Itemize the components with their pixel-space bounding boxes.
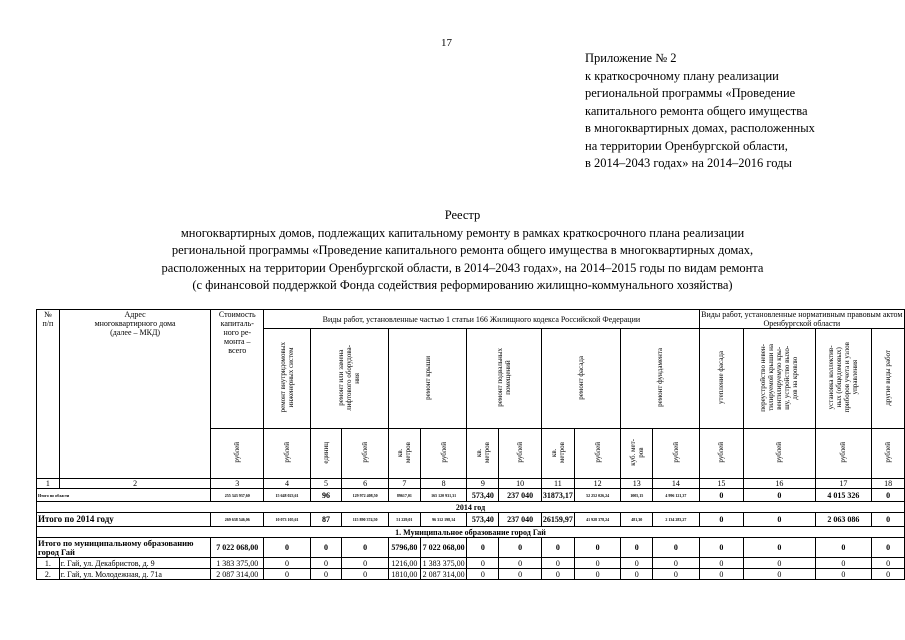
row-cell: 0 [744, 558, 816, 569]
header-num: № п/п [37, 310, 60, 479]
col-number: 3 [211, 479, 264, 489]
header-col-engineering: ремонт внутридомовых инженерных систем [264, 329, 311, 429]
total-cell: 129 972 408,50 [342, 489, 388, 502]
total-cell: 0 [574, 538, 620, 558]
total-cell: 0 [541, 538, 574, 558]
col-number: 9 [467, 479, 499, 489]
unit-cell: рублей [574, 429, 620, 479]
row-cell: 1 383 375,00 [420, 558, 467, 569]
total-cell: 0 [467, 538, 499, 558]
total-cell: 481,30 [621, 513, 653, 527]
total-cell: 0 [744, 513, 816, 527]
col-number: 14 [653, 479, 699, 489]
header-col-elevator: ремонт или замена лифтового оборудова- ния [310, 329, 388, 429]
total-2014-row [37, 513, 905, 527]
col-number: 8 [420, 479, 467, 489]
col-number: 7 [388, 479, 420, 489]
header-col-meters: установка коллектив- ных (общедомовых) приборов учета и узлов управления [815, 329, 872, 429]
total-cell: 0 [815, 538, 872, 558]
total-cell: 0 [744, 489, 816, 502]
row-cell: 0 [264, 569, 311, 580]
total-cell: 115 890 374,50 [342, 513, 388, 527]
title-line: (с финансовой поддержкой Фонда содействия реформированию жилищно-коммунального хозяйства) [192, 278, 733, 292]
row-cell: 0 [744, 569, 816, 580]
total-cell: 4 996 121,37 [653, 489, 699, 502]
total-cell: 573,40 [467, 489, 499, 502]
unit-cell: кв. метров [388, 429, 420, 479]
total-cell: 15 648 023,61 [264, 489, 311, 502]
table-row [37, 569, 905, 580]
col-number: 13 [621, 479, 653, 489]
section-label: 1. Муниципальное образование город Гай [37, 527, 905, 538]
header-address: Адрес многоквартирного дома (далее – МКД) [59, 310, 211, 479]
row-cell: 0 [699, 558, 743, 569]
unit-cell: куб. мет- ров [621, 429, 653, 479]
row-cell: 0 [310, 569, 342, 580]
row-cell: 0 [264, 558, 311, 569]
total-cell: 0 [872, 538, 905, 558]
unit-cell: рублей [342, 429, 388, 479]
total-cell: 87 [310, 513, 342, 527]
total-cell: 573,40 [467, 513, 499, 527]
total-cell: 51 229,01 [388, 513, 420, 527]
row-cell: 0 [310, 558, 342, 569]
total-cell: 4 015 326 [815, 489, 872, 502]
total-cell: 237 040 [499, 489, 542, 502]
row-cell: 0 [342, 558, 388, 569]
total-cell: 255 343 937,60 [211, 489, 264, 502]
col-number: 16 [744, 479, 816, 489]
header-group-regional: Виды работ, установленные нормативным правовым актом Оренбургской области [699, 310, 904, 329]
total-cell: 7 022 068,00 [211, 538, 264, 558]
total-cell: 31873,17 [542, 490, 573, 500]
row-cell: 0 [541, 558, 574, 569]
table-row [37, 558, 905, 569]
unit-cell: рублей [420, 429, 467, 479]
title-line: расположенных на территории Оренбургской области, в 2014–2043 годах», на 2014–2015 годы по видам ремонта [161, 260, 764, 275]
row-cell: 0 [342, 569, 388, 580]
total-gai-row [37, 538, 905, 558]
total-cell: 0 [264, 538, 311, 558]
total-cell: 269 638 546,06 [211, 513, 264, 527]
total-cell: 0 [699, 489, 743, 502]
total-cell: 1005,15 [621, 489, 653, 502]
col-number: 4 [264, 479, 311, 489]
row-cell: 0 [574, 558, 620, 569]
total-cell: 10 073 105,61 [264, 513, 311, 527]
page-number: 17 [441, 37, 452, 49]
row-cell: 0 [621, 558, 653, 569]
unit-cell: кв. метров [541, 429, 574, 479]
appendix-line: к краткосрочному плану реализации [585, 68, 779, 83]
total-region-label: Итого по области [37, 489, 211, 502]
col-number: 2 [59, 479, 211, 489]
row-cell: 0 [872, 558, 905, 569]
total-cell: 0 [744, 538, 816, 558]
total-cell: 0 [342, 538, 388, 558]
row-cell: 0 [621, 569, 653, 580]
header-col-facade-insulation: утепление фасада [699, 329, 743, 429]
total-cell: 0 [499, 538, 542, 558]
section-row [37, 527, 905, 538]
col-number: 17 [815, 479, 872, 489]
row-cell: 0 [815, 558, 872, 569]
header-col-foundation: ремонт фундамента [621, 329, 699, 429]
title-line: региональной программы «Проведение капитального ремонта общего имущества в многоквартирных домах, [171, 243, 754, 257]
unit-cell: рублей [699, 429, 743, 479]
col-number: 11 [541, 479, 574, 489]
unit-cell: рублей [872, 429, 905, 479]
header-col-basement: ремонт подвальных помещений [467, 329, 541, 429]
total-region-row [37, 489, 905, 502]
row-cell: 0 [499, 558, 542, 569]
unit-cell: рублей [499, 429, 542, 479]
total-cell: 237 040 [499, 513, 542, 527]
appendix-line: в 2014–2043 годах» на 2014–2016 годы [585, 156, 792, 170]
col-number: 18 [872, 479, 905, 489]
year-label: 2014 год [37, 502, 905, 513]
unit-cell: рублей [264, 429, 311, 479]
row-cell: 1810,00 [388, 569, 420, 580]
unit-cell: рублей [211, 429, 264, 479]
unit-cell: рублей [653, 429, 699, 479]
total-cell: 96 [310, 489, 342, 502]
total-cell: 0 [310, 538, 342, 558]
appendix-line: региональной программы «Проведение [585, 86, 796, 100]
col-number: 5 [310, 479, 342, 489]
total-cell: 41 928 378,24 [574, 513, 620, 527]
total-cell: 0 [621, 538, 653, 558]
total-cell: 2 134 283,27 [653, 513, 699, 527]
header-col-roof-conversion: переустройство невен- тилируемой крыши на вентилируемую кры- шу, устройство выхо- дов на кровлю [744, 329, 816, 429]
total-cell: 89617,01 [388, 489, 420, 502]
unit-cell: рублей [744, 429, 816, 479]
row-cell: 0 [699, 569, 743, 580]
appendix-line: на территории Оренбургской области, [585, 138, 788, 153]
row-cell: 1 383 375,00 [211, 558, 264, 569]
header-col-facade: ремонт фасада [541, 329, 620, 429]
row-cell: 0 [574, 569, 620, 580]
unit-cell: кв. метров [467, 429, 499, 479]
row-cell: 0 [467, 569, 499, 580]
total-cell: 52 252 026,24 [574, 489, 620, 502]
header-group-federal: Виды работ, установленные частью 1 статьи 166 Жилищного кодекса Российской Федерации [264, 310, 699, 329]
header-cost: Стоимость капиталь- ного ре- монта – всего [211, 310, 264, 429]
row-num: 1. [37, 558, 60, 569]
unit-cell: единиц [310, 429, 342, 479]
row-cell: 0 [499, 569, 542, 580]
total-cell: 0 [872, 489, 905, 502]
row-cell: 0 [872, 569, 905, 580]
total-cell: 165 120 931,31 [420, 489, 467, 502]
total-cell: 0 [653, 538, 699, 558]
total-gai-label: Итого по муниципальному образованию город Гай [37, 538, 211, 558]
total-cell: 5796,80 [388, 538, 420, 558]
total-cell: 0 [872, 513, 905, 527]
total-cell: 0 [699, 538, 743, 558]
year-row [37, 502, 905, 513]
total-cell: 7 022 068,00 [420, 538, 467, 558]
total-cell: 2 063 086 [815, 513, 872, 527]
row-cell: 1216,00 [388, 558, 420, 569]
row-address: г. Гай, ул. Декабристов, д. 9 [59, 558, 211, 569]
col-number: 6 [342, 479, 388, 489]
title-line: Реестр [444, 208, 481, 222]
appendix-line: Приложение № 2 [585, 51, 677, 65]
row-cell: 2 087 314,00 [420, 569, 467, 580]
row-num: 2. [37, 569, 60, 580]
appendix-line: в многоквартирных домах, расположенных [585, 121, 815, 135]
total-cell: 96 312 198,14 [420, 513, 467, 527]
row-cell: 0 [467, 558, 499, 569]
row-cell: 2 087 314,00 [211, 569, 264, 580]
total-cell: 26159,97 [541, 513, 574, 527]
total-cell: 0 [699, 513, 743, 527]
row-cell: 0 [653, 558, 699, 569]
title-line: многоквартирных домов, подлежащих капитальному ремонту в рамках краткосрочного плана реализации [180, 225, 745, 240]
registry-table [36, 309, 905, 580]
header-col-other: другие виды работ [872, 329, 905, 429]
col-number: 15 [699, 479, 743, 489]
col-number: 1 [37, 479, 60, 489]
unit-cell: рублей [815, 429, 872, 479]
col-number: 10 [499, 479, 542, 489]
column-number-row [37, 479, 905, 489]
appendix-note [585, 50, 885, 173]
row-address: г. Гай, ул. Молодежная, д. 71а [59, 569, 211, 580]
header-col-roof: ремонт крыши [388, 329, 467, 429]
row-cell: 0 [541, 569, 574, 580]
appendix-line: капитального ремонта общего имущества [585, 103, 808, 118]
col-number: 12 [574, 479, 620, 489]
total-2014-label: Итого по 2014 году [37, 513, 211, 527]
document-title [60, 207, 865, 295]
row-cell: 0 [815, 569, 872, 580]
row-cell: 0 [653, 569, 699, 580]
